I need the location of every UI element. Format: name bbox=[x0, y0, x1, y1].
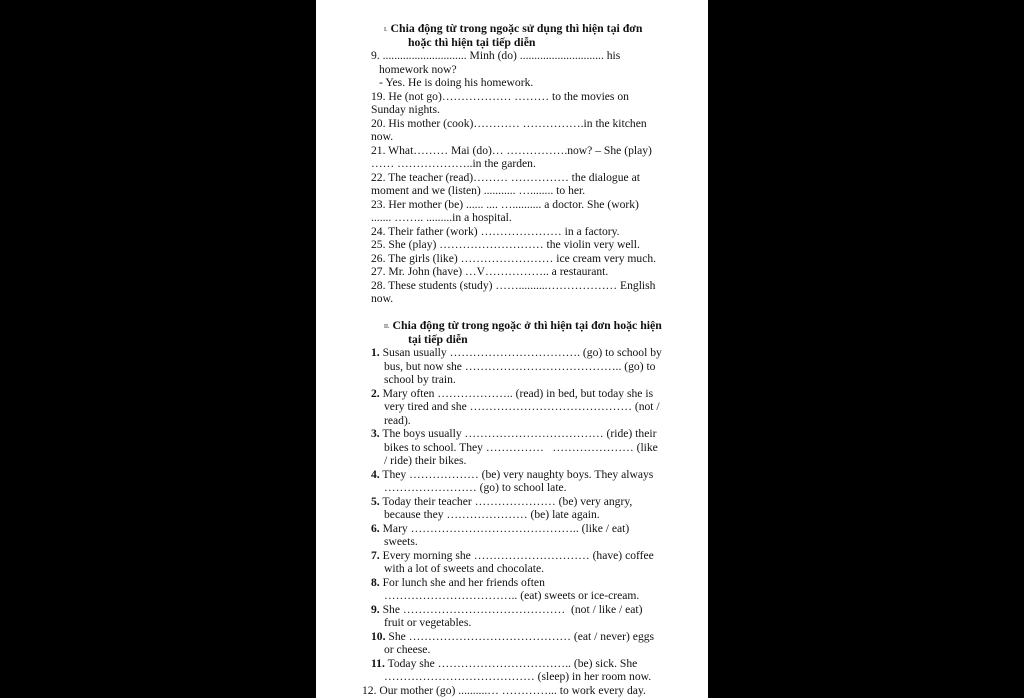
exercise-line: 3. The boys usually ……………………………… (ride) their bbox=[371, 427, 657, 440]
exercise-line: - Yes. He is doing his homework. bbox=[379, 76, 534, 89]
exercise-line: ………………………………… (sleep) in her room now. bbox=[384, 670, 652, 683]
exercise-line: ....... …….. .........in a hospital. bbox=[371, 211, 512, 224]
exercise-line: 20. His mother (cook)………… …………….in the kitchen bbox=[371, 117, 647, 130]
exercise-line: homework now? bbox=[379, 63, 457, 76]
exercise-line: sweets. bbox=[384, 535, 418, 548]
exercise-line: with a lot of sweets and chocolate. bbox=[384, 562, 545, 575]
section1-roman: I. bbox=[384, 27, 388, 33]
exercise-line: moment and we (listen) ........... …........ to her. bbox=[371, 184, 586, 197]
exercise-line: …… ………………..in the garden. bbox=[371, 157, 536, 170]
exercise-line: 11. Today she …………………………….. (be) sick. She bbox=[371, 657, 638, 670]
exercise-line: 1. Susan usually ……………………………. (go) to school by bbox=[371, 346, 662, 359]
exercise-line: …………………………….. (eat) sweets or ice-cream. bbox=[384, 589, 640, 602]
exercise-line: 21. What……… Mai (do)… …………….now? – She (play) bbox=[371, 144, 652, 157]
section2-roman: II. bbox=[384, 324, 390, 330]
exercise-line: 22. The teacher (read)……… …………… the dialogue at bbox=[371, 171, 640, 184]
exercise-line: read). bbox=[384, 414, 411, 427]
exercise-line: school by train. bbox=[384, 373, 456, 386]
exercise-line: now. bbox=[371, 130, 394, 143]
exercise-line: 9. ............................. Minh (do) ............................. his bbox=[371, 49, 621, 62]
worksheet-page bbox=[316, 0, 708, 698]
exercise-line: Sunday nights. bbox=[371, 103, 440, 116]
exercise-line: 28. These students (study) ……..........……………… English bbox=[371, 279, 656, 292]
section1-title-line1: I. Chia động từ trong ngoặc sử dụng thì hiện tại đơn bbox=[384, 21, 643, 35]
section2-title-line2: tại tiếp diễn bbox=[408, 332, 468, 346]
exercise-line: 8. For lunch she and her friends often bbox=[371, 576, 545, 589]
exercise-line: 25. She (play) ……………………… the violin very well. bbox=[371, 238, 640, 251]
exercise-line: 10. She …………………………………… (eat / never) eggs bbox=[371, 630, 655, 643]
exercise-line: 6. Mary …………………………………….. (like / eat) bbox=[371, 522, 630, 535]
exercise-line: 7. Every morning she ………………………… (have) coffee bbox=[371, 549, 654, 562]
exercise-line: 12. Our mother (go) ..........… …………... to work every day. bbox=[362, 684, 646, 697]
exercise-line: 26. The girls (like) …………………… ice cream very much. bbox=[371, 252, 657, 265]
exercise-line: 5. Today their teacher ………………… (be) very angry, bbox=[371, 495, 633, 508]
exercise-line: …………………… (go) to school late. bbox=[384, 481, 567, 494]
exercise-line: 9. She …………………………………… (not / like / eat) bbox=[371, 603, 643, 616]
exercise-line: bikes to school. They …………… ………………… (like bbox=[384, 441, 658, 454]
exercise-line: 27. Mr. John (have) …V…………….. a restaurant. bbox=[371, 265, 609, 278]
exercise-line: very tired and she …………………………………… (not / bbox=[384, 400, 660, 413]
exercise-line: bus, but now she ………………………………….. (go) to bbox=[384, 360, 656, 373]
exercise-line: now. bbox=[371, 292, 394, 305]
exercise-line: fruit or vegetables. bbox=[384, 616, 472, 629]
section2-title-line1: II. Chia động từ trong ngoặc ở thì hiện tại đơn hoặc hiện bbox=[384, 318, 662, 332]
exercise-line: 2. Mary often ……………….. (read) in bed, but today she is bbox=[371, 387, 654, 400]
exercise-line: 23. Her mother (be) ...... .... ….......... a doctor. She (work) bbox=[371, 198, 639, 211]
section1-title-line2: hoặc thì hiện tại tiếp diễn bbox=[408, 35, 536, 49]
exercise-line: 19. He (not go)……………… ……… to the movies on bbox=[371, 90, 629, 103]
exercise-line: 24. Their father (work) ………………… in a factory. bbox=[371, 225, 620, 238]
exercise-line: 4. They ……………… (be) very naughty boys. They always bbox=[371, 468, 654, 481]
exercise-line: or cheese. bbox=[384, 643, 431, 656]
exercise-line: because they ………………… (be) late again. bbox=[384, 508, 600, 521]
exercise-line: / ride) their bikes. bbox=[384, 454, 467, 467]
